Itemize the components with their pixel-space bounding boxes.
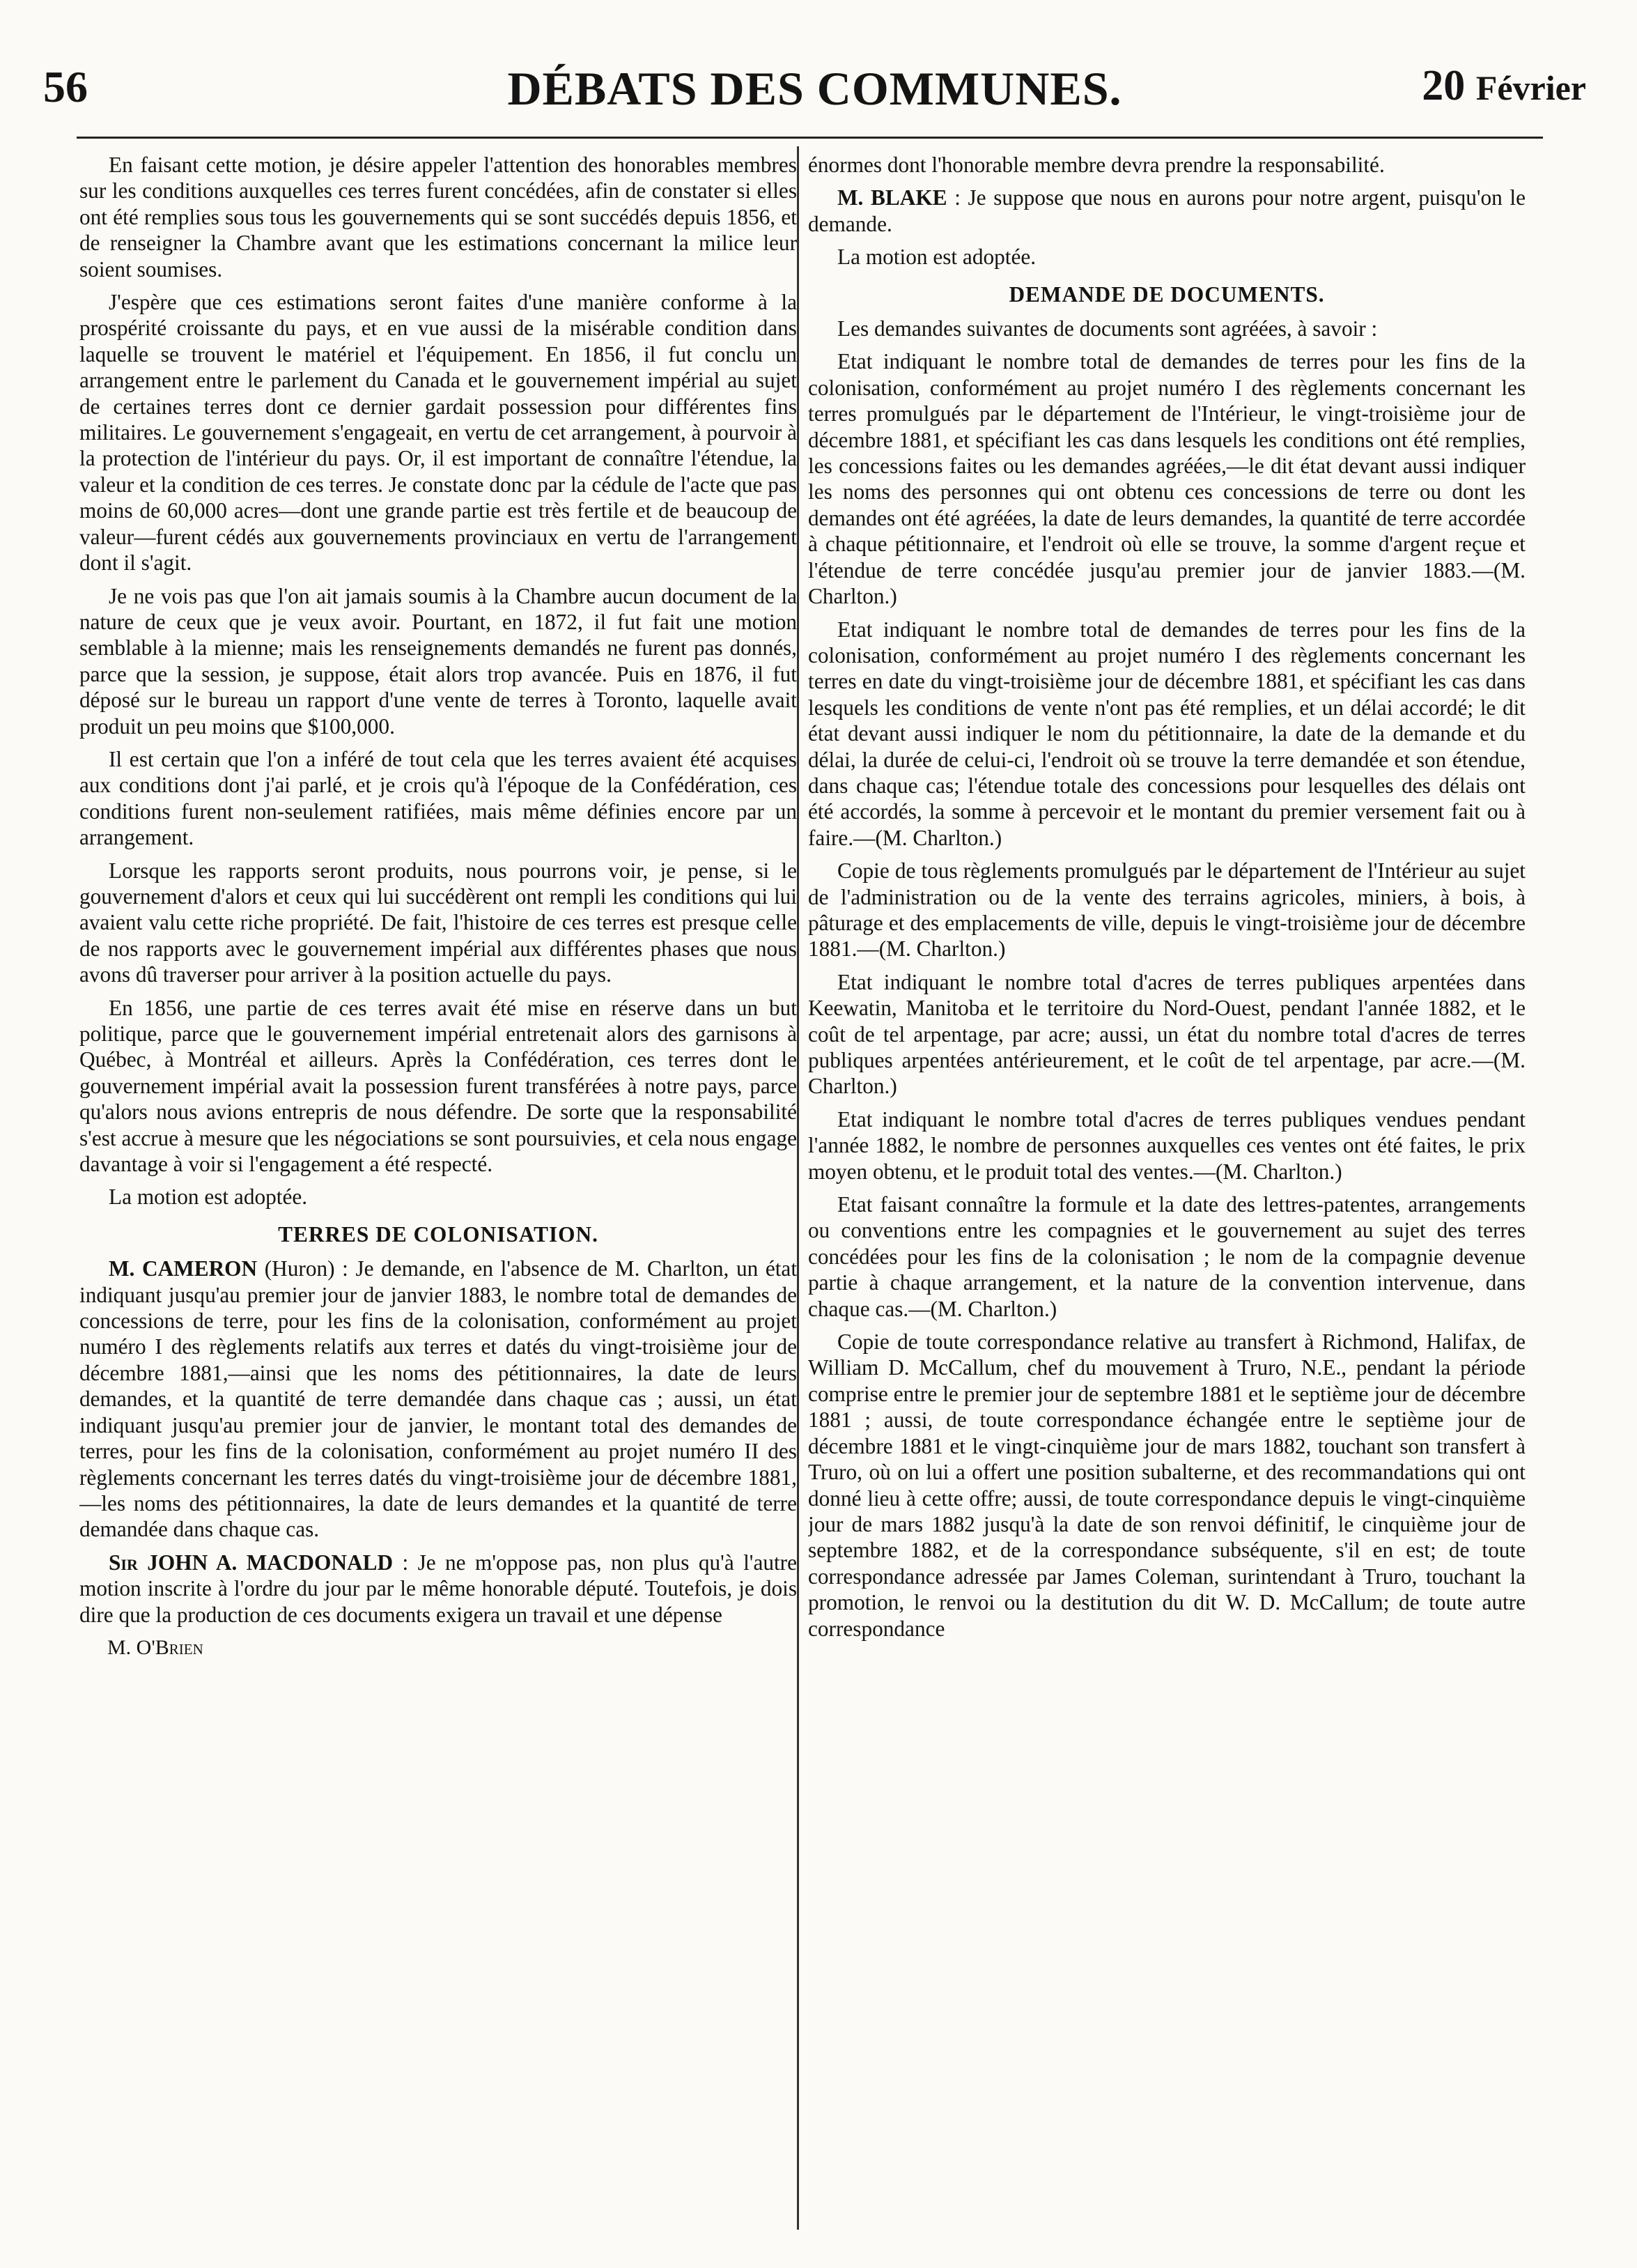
paragraph: En 1856, une partie de ces terres avait été mise en réserve dans un but politique, parce que le gouvernement impérial entretenait alors des garnisons à Québec, à Montréal et ailleurs. Après la Confédération, ces terres dont le gouvernement impérial avait la possession furent transférées à notre pays, parce qu'alors nous avions entrepris de nous défendre. De sorte que la responsabilité s'est accrue à mesure que les négociations se sont poursuivies, et cela nous engage davantage à voir si l'engagement a été respecté.: [79, 995, 797, 1177]
date-month: Février: [1475, 68, 1586, 107]
speech-text: : Je ne m'oppose pas, non plus qu'à l'autre motion inscrite à l'ordre du jour par le même honorable député. Toutefois, je dois dire que la production de ces documents exigera un travail et une dépense: [79, 1550, 797, 1627]
section-heading: DEMANDE DE DOCUMENTS.: [1009, 281, 1325, 307]
speaker-name: M. CAMERON: [109, 1256, 258, 1281]
document-request: Etat indiquant le nombre total d'acres de terres publiques arpentées dans Keewatin, Manitoba et le territoire du Nord-Ouest, pendant l'année 1882, et le coût de tel arpentage, par acre; aussi, un état du nombre total d'acres de terres publiques arpentées antérieurement, et le coût de tel arpentage, par acre.—(M. Charlton.): [808, 969, 1526, 1099]
paragraph: énormes dont l'honorable membre devra prendre la responsabilité.: [808, 153, 1385, 177]
motion-adopted: La motion est adoptée.: [109, 1185, 308, 1210]
speech-paragraph: [79, 1550, 797, 1628]
speaker-name: Sir JOHN A. MACDONALD: [109, 1550, 394, 1575]
page-date: [1422, 61, 1586, 111]
column-divider: [797, 146, 799, 2230]
document-request: Etat faisant connaître la formule et la date des lettres-patentes, arrangements ou conventions entre les compagnies et le gouvernement au sujet des terres concédées pour les fins de la colonisation ; le nom de la compagnie devenue partie à chaque arrangement, et la nature de la convention intervenue, dans chaque cas.—(M. Charlton.): [808, 1192, 1526, 1321]
paragraph: Lorsque les rapports seront produits, nous pourrons voir, je pense, si le gouvernement d'alors et ceux qui lui succédèrent ont rempli les conditions qui lui avaient valu cette riche propriété. De fait, l'histoire de ces terres est presque celle de nos rapports avec le gouvernement impérial aux différentes phases que nous avons dû traverser pour arriver à la position actuelle du pays.: [79, 858, 797, 987]
speaker-name: M. BLAKE: [837, 185, 947, 210]
paragraph: Je ne vois pas que l'on ait jamais soumis à la Chambre aucun document de la nature de ceux que je veux avoir. Pourtant, en 1872, il fut fait une motion semblable à la mienne; mais les renseignements demandés ne furent pas donnés, parce que la session, je suppose, était alors trop avancée. Puis en 1876, il fut déposé sur le bureau un rapport d'une vente de terres à Toronto, laquelle avait produit un peu moins que $100,000.: [79, 583, 797, 739]
paragraph: Il est certain que l'on a inféré de tout cela que les terres avaient été acquises aux conditions dont j'ai parlé, et je crois qu'à l'époque de la Confédération, ces conditions furent non-seulement ratifiées, mais même définies encore par un arrangement.: [79, 746, 797, 850]
document-request: Etat indiquant le nombre total d'acres de terres publiques vendues pendant l'année 1882, le nombre de personnes auxquelles ces ventes ont été faites, le prix moyen obtenu, et le produit total des ventes.—(M. Charlton.): [808, 1106, 1526, 1184]
right-column: [808, 152, 1526, 2235]
paragraph: J'espère que ces estimations seront faites d'une manière conforme à la prospérité croissante du pays, et en vue aussi de la misérable condition dans laquelle se trouvent le matériel et l'équipement. En 1856, il fut conclu un arrangement entre le parlement du Canada et le gouvernement impérial au sujet de certaines terres dont ce dernier gardait possession pour différentes fins militaires. Le gouvernement s'engageait, en vertu de cet arrangement, à pourvoir à la protection de l'intérieur du pays. Or, il est important de connaître l'étendue, la valeur et la condition de ces terres. Je constate donc par la cédule de l'acte que pas moins de 60,000 acres—dont une grande partie est très fertile et de beaucoup de valeur—furent cédés aux gouvernements provinciaux en vertu de l'arrangement dont il s'agit.: [79, 290, 797, 576]
section-heading: TERRES DE COLONISATION.: [278, 1221, 598, 1247]
catchword: M. O'Brien: [107, 1635, 203, 1659]
document-request: Copie de tous règlements promulgués par le département de l'Intérieur au sujet de l'administration ou de la vente des terrains agricoles, miniers, à bois, à pâturage et des emplacements de ville, depuis le vingt-troisième jour de décembre 1881.—(M. Charlton.): [808, 858, 1526, 962]
speech-paragraph: [808, 185, 1526, 237]
header-rule: [77, 137, 1543, 139]
motion-adopted: La motion est adoptée.: [837, 245, 1037, 270]
document-request: Etat indiquant le nombre total de demandes de terres pour les fins de la colonisation, conformément au projet numéro I des règlements concernant les terres promulgués par le département de l'Intérieur, le vingt-troisième jour de décembre 1881, et spécifiant les cas dans lesquels les conditions ont été remplies, les concessions faites ou les demandes agréées,—le dit état devant aussi indiquer les noms des personnes qui ont obtenu ces concessions de terre ou dont les demandes ont été agréées, la date de leurs demandes, la quantité de terre accordée à chaque pétitionnaire, et l'endroit où elle se trouve, la somme d'argent reçue et l'étendue de terre concédée jusqu'au premier jour de janvier 1883.—(M. Charlton.): [808, 349, 1526, 609]
date-day: 20: [1422, 62, 1466, 109]
paragraph: En faisant cette motion, je désire appeler l'attention des honorables membres sur les conditions auxquelles ces terres furent concédées, afin de constater si elles ont été remplies sous tous les gouvernements qui se sont succédés depuis 1856, et de renseigner la Chambre avant que les estimations concernant la milice leur soient soumises.: [79, 153, 797, 281]
page-header: [43, 61, 1586, 131]
speech-text: (Huron) : Je demande, en l'absence de M. Charlton, un état indiquant jusqu'au premier jour de janvier 1883, le nombre total de demandes de concessions de terre, pour les fins de la colonisation, conformément au projet numéro I des règlements relatifs aux terres et datés du vingt-troisième jour de décembre 1881,—ainsi que les noms des pétitionnaires, la date de leurs demandes, et la quantité de terre demandée dans chaque cas ; aussi, un état indiquant jusqu'au premier jour de janvier, le montant total des demandes de terres, pour les fins de la colonisation, conformément au projet numéro II des règlements concernant les terres datés du vingt-troisième jour de décembre 1881,—les noms des pétitionnaires, la date de leurs demandes et la quantité de terre demandée dans chaque cas.: [79, 1256, 797, 1542]
paragraph: Les demandes suivantes de documents sont agréées, à savoir :: [837, 316, 1378, 341]
speech-paragraph: [79, 1256, 797, 1542]
document-request: Etat indiquant le nombre total de demandes de terres pour les fins de la colonisation, conformément au projet numéro I des règlements concernant les terres en date du vingt-troisième jour de décembre 1881, et spécifiant les cas dans lesquels les conditions de vente n'ont pas été remplies, et un délai accordé; le dit état devant aussi indiquer le nom du pétitionnaire, la date de la demande et du délai, la durée de celui-ci, l'endroit où se trouve la terre demandée et son étendue, dans chaque cas; l'étendue totale des concessions pour lesquelles des délais ont été accordés, la somme à percevoir et le montant du premier versement fait ou à faire.—(M. Charlton.): [808, 617, 1526, 850]
left-column: [79, 152, 797, 2235]
page-number: 56: [43, 62, 88, 111]
speech-text: : Je suppose que nous en aurons pour notre argent, puisqu'on le demande.: [808, 185, 1526, 236]
document-request: Copie de toute correspondance relative au transfert à Richmond, Halifax, de William D. McCallum, chef du mouvement à Truro, N.E., pendant la période comprise entre le premier jour de septembre 1881 et le septième jour de décembre 1881 ; aussi, de toute correspondance échangée entre le septième jour de décembre 1881 et le vingt-cinquième jour de mars 1882, touchant son transfert à Truro, où on lui a offert une position subalterne, et des recommandations qui ont donné lieu à cette offre; aussi, de toute correspondance depuis le vingt-cinquième jour de mars 1882 jusqu'à la date de son renvoi définitif, le cinquième jour de septembre 1882, et de la correspondance subséquente, s'il en est; de toute correspondance adressée par James Coleman, surintendant à Truro, touchant la promotion, le renvoi ou la destitution du dit W. D. McCallum; de toute autre correspondance: [808, 1329, 1526, 1641]
journal-title: DÉBATS DES COMMUNES.: [507, 62, 1122, 115]
